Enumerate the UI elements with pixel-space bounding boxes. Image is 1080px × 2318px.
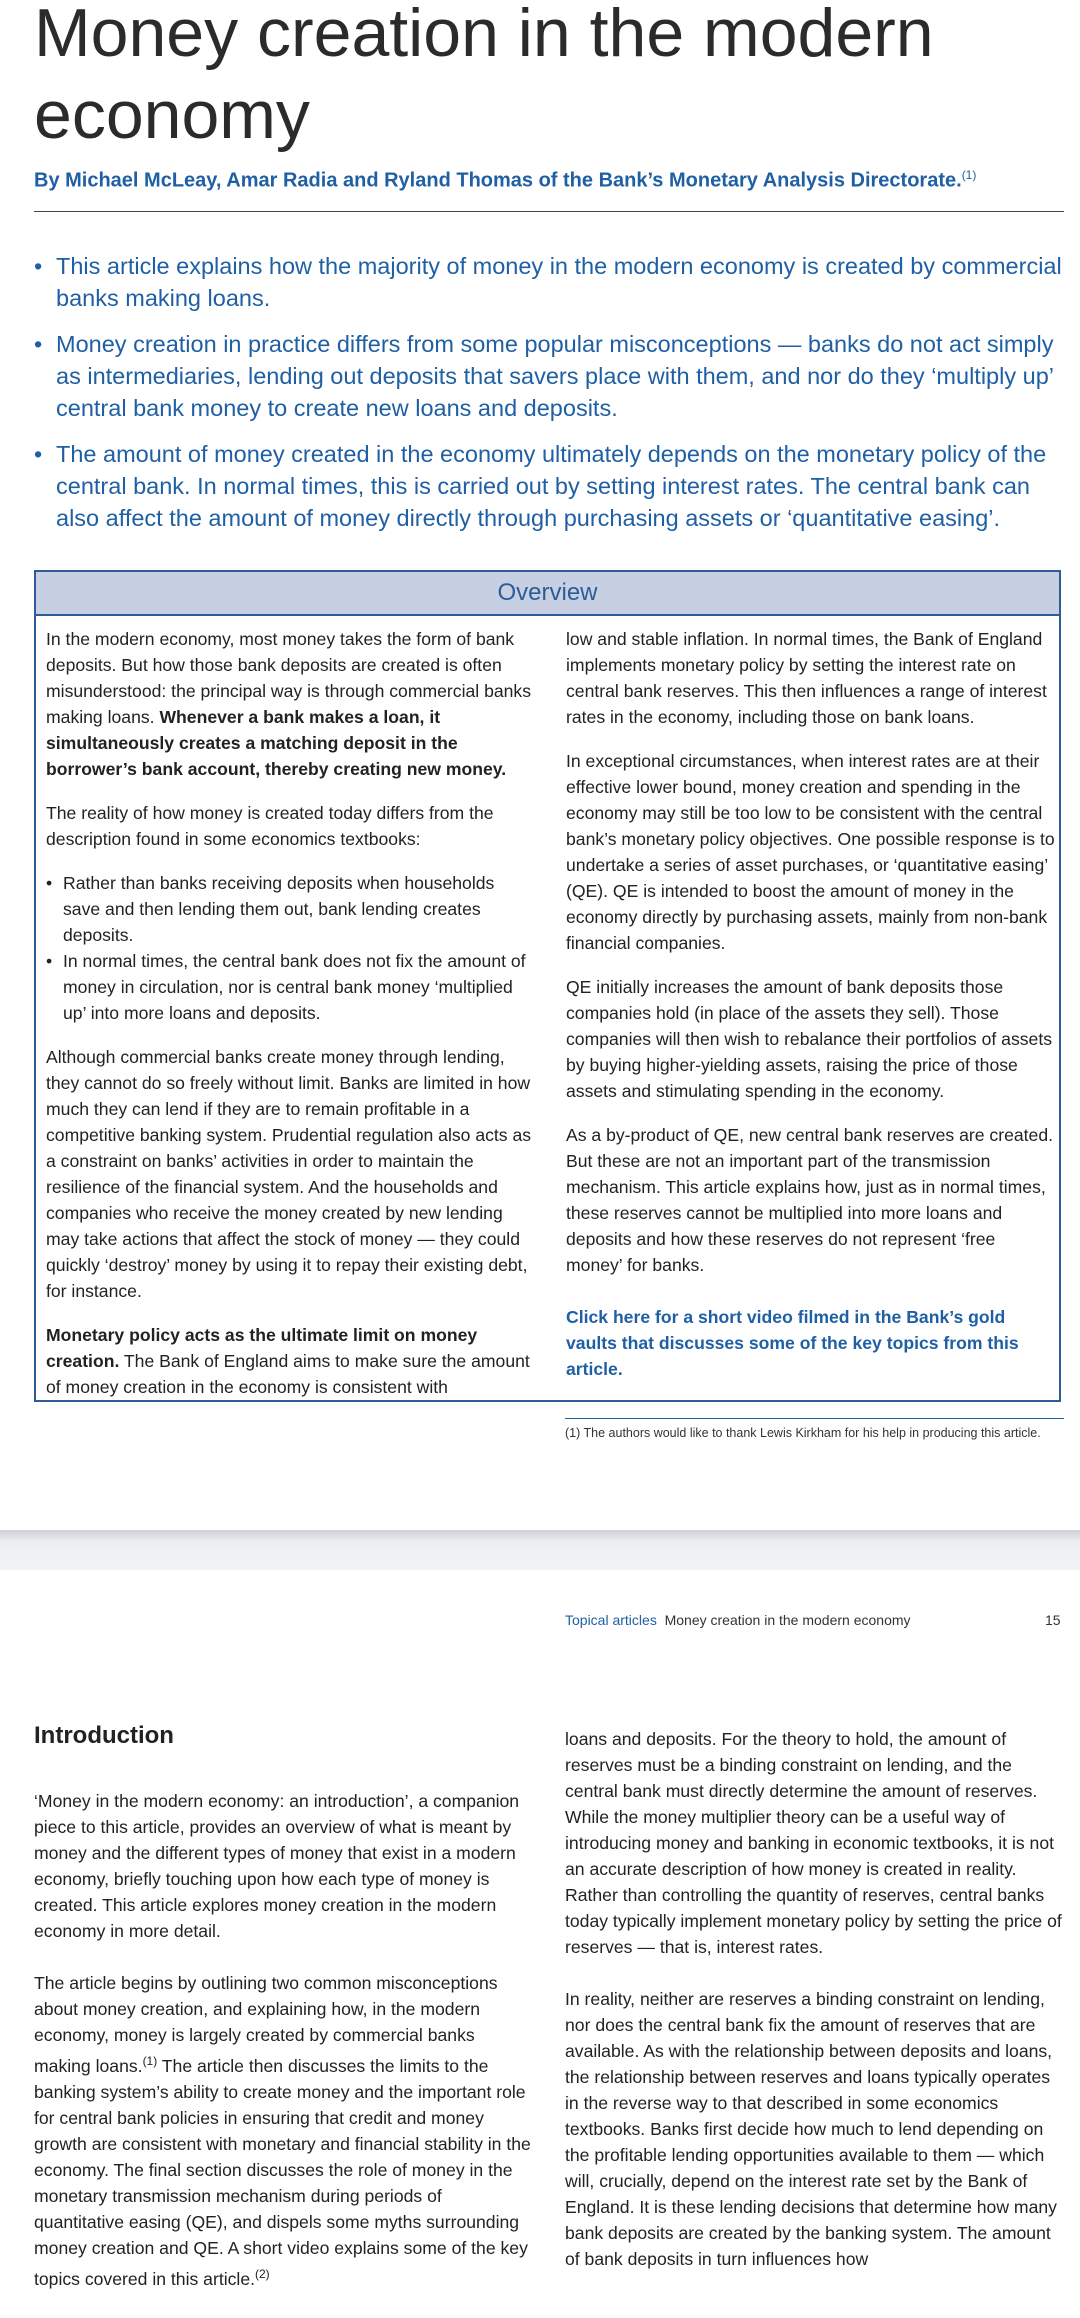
page-separator xyxy=(0,1530,1080,1570)
footnote: (1) The authors would like to thank Lewis Kirkham for his help in producing this article. xyxy=(565,1426,1041,1440)
right-column xyxy=(565,1726,1064,2298)
byline-footnote-ref[interactable]: (1) xyxy=(961,168,977,182)
overview-paragraph: QE initially increases the amount of bank deposits those companies hold (in place of the assets they sell). Those companies will then wish to rebalance their portfolios of assets by buying higher-yielding assets, raising the price of those assets and stimulating spending in the economy. xyxy=(566,977,1053,1101)
byline-text: By Michael McLeay, Amar Radia and Ryland Thomas of the Bank’s Monetary Analysis Directorate. xyxy=(34,169,962,192)
overview-heading: Overview xyxy=(36,572,1059,616)
footnote-ref[interactable]: (2) xyxy=(255,2266,270,2281)
running-title: Money creation in the modern economy xyxy=(664,1612,911,1628)
overview-list-item: • Rather than banks receiving deposits when households save and then lending them out, bank lending creates deposits. xyxy=(46,870,534,948)
article-title: Money creation in the modern economy xyxy=(34,0,934,153)
bullet-dot-icon: • xyxy=(34,441,43,467)
key-point: • Money creation in practice differs from some popular misconceptions — banks do not act simply as intermediaries, lending out deposits that savers place with them, and nor do they ‘multiply up’ central bank money to create new loans and deposits. xyxy=(34,328,1064,424)
bullet-dot-icon: • xyxy=(34,331,43,357)
key-points-list xyxy=(34,250,1064,548)
key-point: • The amount of money created in the economy ultimately depends on the monetary policy of the central bank. In normal times, this is carried out by setting interest rates. The central bank can also affect the amount of money directly through purchasing assets or ‘quantitative easing’. xyxy=(34,438,1064,534)
overview-paragraph: In the modern economy, most money takes the form of bank deposits. But how those bank deposits are created is often misunderstood: the principal way is through commercial banks making loans. Whenever a bank makes a loan, it simultaneously creates a matching deposit in the borrower’s bank account, thereby creating new money. xyxy=(46,629,532,779)
body-paragraph: In reality, neither are reserves a binding constraint on lending, nor does the central bank fix the amount of reserves that are available. As with the relationship between deposits and loans, the relationship between reserves and loans typically operates in the reverse way to that described in some economics textbooks. Banks first decide how much to lend depending on the profitable lending opportunities available to them — which will, crucially, depend on the interest rate set by the Bank of England. It is these lending decisions that determine how many bank deposits are created by the banking system. The amount of bank deposits in turn influences how xyxy=(565,1989,1057,2269)
title-rule xyxy=(34,211,1064,212)
overview-paragraph: low and stable inflation. In normal times, the Bank of England implements monetary policy by setting the interest rate on central bank reserves. This then influences a range of interest rates in the economy, including those on bank loans. xyxy=(566,629,1047,727)
section-heading: Introduction xyxy=(34,1722,174,1749)
byline xyxy=(34,168,976,193)
bullet-dot-icon: • xyxy=(34,253,43,279)
key-point: • This article explains how the majority of money in the modern economy is created by commercial banks making loans. xyxy=(34,250,1064,314)
body-paragraph: loans and deposits. For the theory to hold, the amount of reserves must be a binding constraint on lending, and the central bank must directly determine the amount of reserves. While the money multiplier theory can be a useful way of introducing money and banking in economic textbooks, it is not an accurate description of how money is created in reality. Rather than controlling the quantity of reserves, central banks today typically implement monetary policy by setting the price of reserves — that is, interest rates. xyxy=(565,1729,1062,1957)
bullet-dot-icon: • xyxy=(46,951,53,971)
page-two xyxy=(0,1570,1080,2289)
overview-paragraph: Although commercial banks create money through lending, they cannot do so freely without limit. Banks are limited in how much they can lend if they are to remain profitable in a competitive banking system. Prudential regulation also acts as a constraint on banks’ activities in order to maintain the resilience of the financial system. And the households and companies who receive the money created by new lending may take actions that affect the stock of money — they could quickly ‘destroy’ money by using it to repay their existing debt, for instance. xyxy=(46,1047,532,1301)
overview-list xyxy=(46,870,534,1026)
bullet-dot-icon: • xyxy=(46,873,53,893)
overview-bold-text: Whenever a bank makes a loan, it simultaneously creates a matching deposit in the borrower’s bank account, thereby creating new money. xyxy=(46,707,507,779)
footnote-rule xyxy=(565,1418,1064,1419)
footnote-ref[interactable]: (1) xyxy=(142,2054,158,2068)
overview-list-item: • In normal times, the central bank does not fix the amount of money in circulation, nor is central bank money ‘multiplied up’ into more loans and deposits. xyxy=(46,948,534,1026)
left-column xyxy=(34,1788,534,2318)
overview-paragraph: Monetary policy acts as the ultimate limit on money creation. The Bank of England aims to make sure the amount of money creation in the economy is consistent with xyxy=(46,1325,530,1397)
overview-paragraph: As a by-product of QE, new central bank reserves are created. But these are not an important part of the transmission mechanism. This article explains how, just as in normal times, these reserves cannot be multiplied into more loans and deposits and how these reserves do not represent ‘free money’ for banks. xyxy=(566,1125,1053,1275)
overview-paragraph: In exceptional circumstances, when interest rates are at their effective lower bound, money creation and spending in the economy may still be too low to be consistent with the central bank’s monetary policy objectives. One possible response is to undertake a series of asset purchases, or ‘quantitative easing’ (QE). QE is intended to boost the amount of money in the economy directly by purchasing assets, mainly from non-bank financial companies. xyxy=(566,751,1055,953)
video-link[interactable]: Click here for a short video filmed in the Bank’s gold vaults that discusses some of the key topics from this article. xyxy=(566,1307,1019,1379)
overview-paragraph: The reality of how money is created today differs from the description found in some economics textbooks: xyxy=(46,803,494,849)
page-number: 15 xyxy=(1045,1612,1061,1628)
body-paragraph: ‘Money in the modern economy: an introduction’, a companion piece to this article, provides an overview of what is meant by money and the different types of money that exist in a modern economy, briefly touching upon how each type of money is created. This article explores money creation in the modern economy in more detail. xyxy=(34,1791,520,1941)
overview-right-column xyxy=(566,626,1056,1400)
overview-bold-text: Monetary policy acts as the ultimate limit on money creation. xyxy=(46,1325,478,1371)
running-header xyxy=(565,1612,911,1628)
running-section: Topical articles xyxy=(565,1612,657,1628)
body-paragraph: The article begins by outlining two common misconceptions about money creation, and explaining how, in the modern economy, money is largely created by commercial banks making loans.$^{(1)}$ The article then discusses the limits to the banking system’s ability to create money and the important role for central bank policies in ensuring that credit and money growth are consistent with monetary and financial stability in the economy. The final section discusses the role of money in the monetary transmission mechanism during periods of quantitative easing (QE), and dispels some myths surrounding money creation and QE. A short video explains some of the key topics covered in this article.$^{(2)}$ xyxy=(34,1973,531,2289)
overview-box xyxy=(34,570,1061,1402)
overview-left-column xyxy=(46,626,534,1418)
